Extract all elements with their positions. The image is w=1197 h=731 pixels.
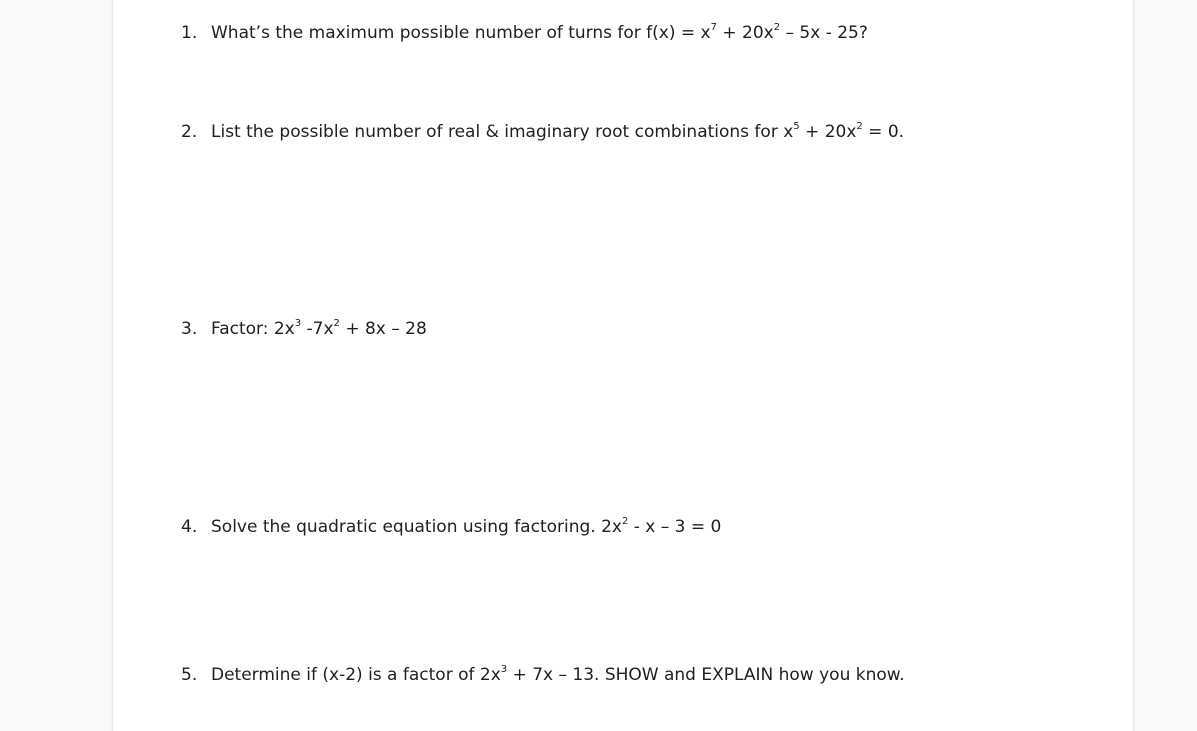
question-4-number: 4. bbox=[181, 517, 198, 537]
question-4-text: Solve the quadratic equation using factoring. $2x^2 - x - 3 = 0$ bbox=[211, 516, 722, 537]
question-2-number: 2. bbox=[181, 122, 198, 142]
document-page bbox=[112, 0, 1134, 731]
question-4 bbox=[181, 516, 721, 538]
question-1-text: What’s the maximum possible number of turns for $f(x) = x^7 + 20x^2 - 5x - 25$? bbox=[211, 22, 868, 43]
question-2 bbox=[181, 121, 904, 143]
question-3-text: Factor: $2x^3$ $-7x^2 + 8x - 28$ bbox=[211, 318, 427, 339]
question-5 bbox=[181, 664, 905, 686]
question-5-number: 5. bbox=[181, 665, 198, 685]
question-1 bbox=[181, 22, 868, 44]
question-1-number: 1. bbox=[181, 23, 198, 43]
question-2-text: List the possible number of real & imaginary root combinations for $x^5 + 20x^2 = 0$. bbox=[211, 121, 905, 142]
question-3-number: 3. bbox=[181, 319, 198, 339]
question-5-text: Determine if (x-2) is a factor of $2x^3 + 7x - 13$. SHOW and EXPLAIN how you know. bbox=[211, 664, 905, 685]
question-3 bbox=[181, 318, 427, 340]
